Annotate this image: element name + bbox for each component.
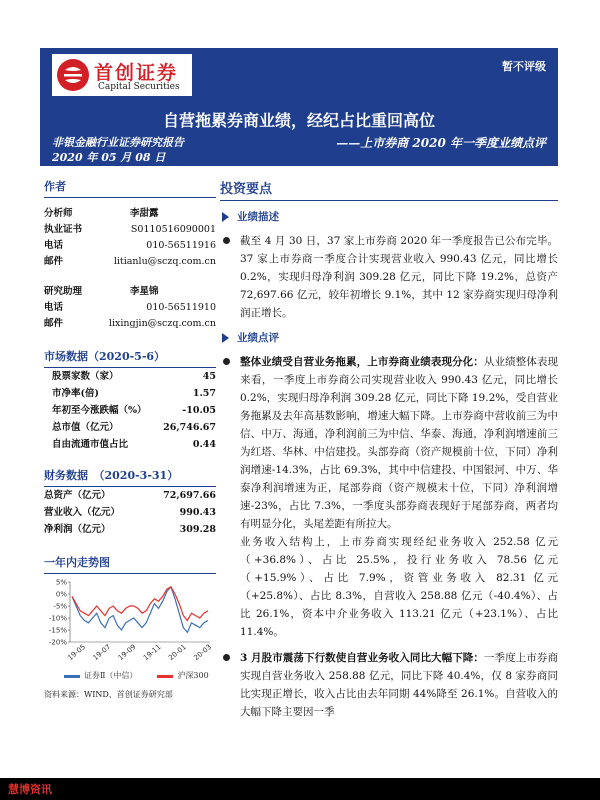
market-row bbox=[44, 402, 216, 419]
footer-brand: 慧博资讯 bbox=[8, 783, 52, 796]
email-row bbox=[44, 254, 216, 270]
paragraph: 业务收入结构上，上市券商实现经纪业务收入 252.58 亿元（+36.8%）、占比 25.5%，投行业务收入 78.56 亿元（+15.9%）、占比 7.9%，资管业务收入 82.31 亿元（+25.8%）、占比 8.3%，自营收入 258.88 亿元（-40.4%）、占比 26.1%，资本中介业务收入 113.21 亿元（+23.1%）、占比 11.4%。 bbox=[240, 536, 558, 638]
y-tick-label: -5% bbox=[53, 602, 67, 611]
paragraph bbox=[220, 649, 558, 721]
phone-row bbox=[44, 238, 216, 254]
legend-label: 沪深300 bbox=[177, 671, 209, 680]
chart-source: 资料来源：WIND、首创证券研究部 bbox=[44, 690, 173, 699]
finance-data-table bbox=[44, 487, 216, 538]
email-label: 邮件 bbox=[44, 256, 64, 267]
company-logo bbox=[52, 54, 192, 96]
report-type: 非银金融行业证券研究报告 bbox=[52, 136, 184, 149]
finance-section-title: 财务数据 （2020-3-31） bbox=[44, 469, 179, 482]
market-row bbox=[44, 385, 216, 402]
y-tick-label: 0% bbox=[55, 590, 67, 599]
market-row bbox=[44, 436, 216, 453]
logo-chinese-name: 首创证券 bbox=[94, 62, 179, 84]
assistant-email-label: 邮件 bbox=[44, 318, 64, 329]
y-tick-label: 5% bbox=[55, 578, 67, 587]
logo-mark-icon bbox=[56, 58, 90, 92]
subsection-heading-text: 业绩描述 bbox=[237, 211, 279, 223]
market-value: 0.44 bbox=[192, 439, 216, 450]
finance-label: 净利润（亿元） bbox=[44, 524, 111, 535]
x-tick-label: 20-01 bbox=[167, 642, 188, 663]
series-line-1 bbox=[72, 587, 208, 633]
finance-row bbox=[44, 504, 216, 521]
cert-row bbox=[44, 222, 216, 238]
market-label: 总市值（亿元） bbox=[52, 422, 119, 433]
divider bbox=[44, 573, 216, 574]
x-tick-label: 19-07 bbox=[91, 642, 113, 663]
subsection-heading bbox=[220, 330, 558, 345]
assistant-row bbox=[44, 284, 216, 300]
finance-row bbox=[44, 521, 216, 538]
market-label: 股票家数（家） bbox=[52, 371, 119, 382]
market-value: 1.57 bbox=[192, 388, 216, 399]
finance-label: 营业收入（亿元） bbox=[44, 507, 121, 518]
chart-legend bbox=[44, 670, 216, 681]
legend-swatch-icon bbox=[157, 675, 173, 678]
legend-swatch-icon bbox=[64, 675, 80, 678]
y-tick-label: -10% bbox=[48, 614, 67, 623]
divider bbox=[220, 200, 558, 201]
paragraph: 截至 4 月 30 日，37 家上市券商 2020 年一季度报告已公布完毕。37 家上市券商一季度合计实现营业收入 990.43 亿元，同比增长 0.2%，实现归母净利润 309.28 亿元，同比下降 19.2%，总资产 72,697.66 亿元，较年初增长 9.1%，其中 12 家券商实现归母净利润正增长。 bbox=[220, 232, 558, 322]
y-tick-label: -15% bbox=[48, 626, 67, 635]
paragraph bbox=[220, 353, 558, 533]
y-tick-label: -20% bbox=[48, 638, 67, 647]
trend-section-title: 一年内走势图 bbox=[44, 556, 110, 569]
finance-value: 309.28 bbox=[179, 524, 216, 535]
market-row bbox=[44, 368, 216, 385]
analyst-label: 分析师 bbox=[44, 208, 73, 219]
finance-row bbox=[44, 487, 216, 504]
analyst-row bbox=[44, 206, 216, 222]
legend-item bbox=[64, 670, 137, 681]
market-value: 45 bbox=[202, 371, 216, 382]
market-value: 26,746.67 bbox=[163, 422, 216, 433]
phone-label: 电话 bbox=[44, 240, 64, 251]
phone-value: 010-56511916 bbox=[146, 240, 216, 251]
report-subtitle: ——上市券商 2020 年一季度业绩点评 bbox=[336, 136, 546, 150]
main-content bbox=[220, 178, 558, 721]
author-section-title: 作者 bbox=[44, 180, 66, 193]
paragraph-text: 一季度上市券商实现自营业务收入 258.88 亿元，同比下降 40.4%，仅 8 家券商同比实现正增长，收入占比由去年同期 44%降至 26.1%。自营收入的大幅下降主要因一季 bbox=[240, 652, 558, 718]
finance-label: 总资产（亿元） bbox=[44, 490, 111, 501]
legend-item bbox=[157, 670, 208, 681]
finance-value: 72,697.66 bbox=[163, 490, 216, 501]
rating-badge: 暂不评级 bbox=[502, 60, 546, 73]
assistant-email-value[interactable]: lixingjin@sczq.com.cn bbox=[108, 318, 216, 329]
footer-bar bbox=[0, 778, 600, 800]
assistant-phone-value: 010-56511910 bbox=[146, 302, 216, 313]
market-section-title: 市场数据（2020-5-6） bbox=[44, 350, 166, 363]
cert-number: S0110516090001 bbox=[130, 224, 216, 235]
paragraph-text: 从业绩整体表现来看，一季度上市券商公司实现营业收入 990.43 亿元，同比增长 0.2%，实现归母净利润 309.28 亿元，同比下降 19.2%，受自营业务拖累及去年高基数影响，增速大幅下降。上市券商中营收前三为中信、中万、海通，净利润前三为中信、华泰、海通，净利润增速前三为红塔、华林、中信建投。头部券商（资产规模前十位，下同）净利润增速-14.3%，占比 69.3%，其中中信建投、中国银河、中万、华泰净利润增速为正，尾部券商（资产规模末十位，下同）净利润增速-23%，占比 7.3%，一季度头部券商表现好于尾部券商，两者均有明显分化，头尾差距有所拉大。 bbox=[240, 356, 559, 530]
subsection-heading bbox=[220, 209, 558, 224]
logo-english-name: Capital Securities bbox=[98, 82, 180, 92]
x-tick-label: 20-03 bbox=[192, 642, 214, 663]
market-label: 自由流通市值占比 bbox=[52, 439, 129, 450]
report-title: 自营拖累券商业绩，经纪占比重回高位 bbox=[162, 111, 435, 130]
analyst-name: 李甜露 bbox=[130, 208, 159, 219]
assistant-email-row bbox=[44, 316, 216, 332]
arrow-right-icon bbox=[222, 333, 229, 343]
assistant-name: 李星锦 bbox=[130, 286, 159, 297]
email-value[interactable]: litianlu@sczq.com.cn bbox=[113, 256, 216, 267]
market-row bbox=[44, 419, 216, 436]
market-label: 年初至今涨跌幅（%） bbox=[52, 405, 147, 416]
trend-chart bbox=[44, 576, 216, 668]
arrow-right-icon bbox=[222, 212, 229, 222]
finance-value: 990.43 bbox=[179, 507, 216, 518]
cert-label: 执业证书 bbox=[44, 224, 83, 235]
paragraph-lead: 整体业绩受自营业务拖累，上市券商业绩表现分化： bbox=[240, 356, 484, 368]
market-label: 市净率(倍) bbox=[52, 388, 99, 399]
report-date: 2020 年 05 月 08 日 bbox=[52, 151, 166, 164]
x-tick-label: 19-11 bbox=[141, 642, 163, 663]
sidebar bbox=[44, 178, 216, 700]
assistant-phone-label: 电话 bbox=[44, 302, 64, 313]
market-data-table bbox=[44, 368, 216, 453]
assistant-label: 研究助理 bbox=[44, 286, 83, 297]
report-header bbox=[40, 48, 558, 166]
series-line-2 bbox=[72, 587, 208, 621]
market-value: -10.05 bbox=[182, 405, 216, 416]
assistant-phone-row bbox=[44, 300, 216, 316]
subsection-heading-text: 业绩点评 bbox=[237, 332, 279, 344]
x-tick-label: 19-09 bbox=[116, 642, 138, 663]
legend-label: 证券Ⅱ（中信） bbox=[84, 671, 138, 680]
section-title: 投资要点 bbox=[220, 182, 273, 197]
paragraph-lead: 3 月股市震荡下行数使自营业务收入同比大幅下降： bbox=[240, 652, 484, 664]
x-tick-label: 19-05 bbox=[66, 642, 88, 663]
